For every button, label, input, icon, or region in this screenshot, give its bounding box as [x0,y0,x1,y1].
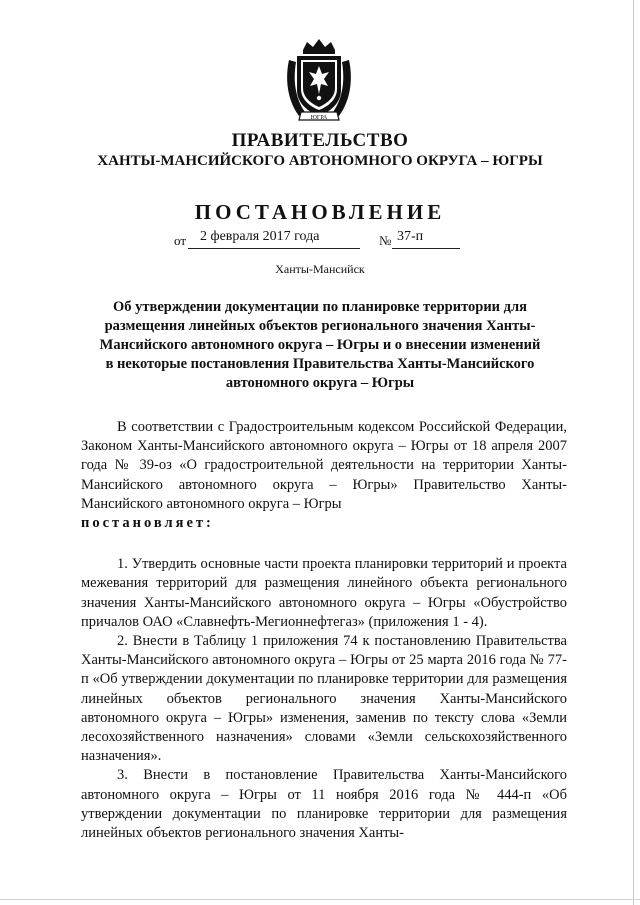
number-label: № [379,233,392,248]
item-paragraph-2: 2. Внести в Таблицу 1 приложения 74 к постановлению Правительства Ханты-Мансийского автономного округа – Югры от 25 марта 2016 года № 77-п «Об утверждении документации по планировке территории для размещения линейных объектов регионального значения Ханты-Мансийского автономного округа – Югры» изменения, заменив по тексту слова «Земли лесохозяйственного назначения» словами «Земли сельскохозяйственного назначения». [81,633,567,765]
document-type: ПОСТАНОВЛЕНИЕ [194,200,446,224]
resolves-word: постановляет: [81,515,214,532]
government-title: ПРАВИТЕЛЬСТВО [231,130,409,151]
page-edge-bottom [0,899,640,900]
document-date: 2 февраля 2017 года [200,229,320,244]
item-paragraph-3: 3. Внести в постановление Правительства Ханты-Мансийского автономного округа – Югры от 11 ноября 2016 года № 444-п «Об утверждении документации по планировке территории для размещения линейных объектов регионального значения Ханты- [81,767,567,842]
preamble-text: В соответствии с Градостроительным кодексом Российской Федерации, Законом Ханты-Мансийского автономного округа – Югры от 18 апреля 2007 года № 39-оз «О градостроительной деятельности на территории Ханты-Мансийского автономного округа – Югры» Правительство Ханты-Мансийского автономного округа – Югры [81,419,567,512]
item-paragraph-1: 1. Утвердить основные части проекта планировки территорий и проекта межевания территорий для размещения линейного объекта регионального значения Ханты-Мансийского автономного округа – Югры «Обустройство причалов ОАО «Славнефть-Мегионнефтегаз» (приложения 1 - 4). [81,556,567,630]
document-number: 37-п [397,229,424,244]
preamble-paragraph [81,418,567,533]
date-underline [188,248,360,249]
document-heading: Об утверждении документации по планировке территории для размещения линейных объектов регионального значения Ханты-Мансийского автономного округа – Югры и о внесении изменений в некоторые постановления Правительства Ханты-Мансийского автономного округа – Югры [99,299,541,391]
city-name: Ханты-Мансийск [275,262,365,276]
date-number-row [0,229,640,253]
coat-of-arms-emblem [283,38,355,124]
region-title: ХАНТЫ-МАНСИЙСКОГО АВТОНОМНОГО ОКРУГА – ЮГРЫ [97,153,543,169]
document-body [81,418,567,843]
date-label: от [174,233,187,248]
emblem-caption-text: ЮГРА [310,115,328,121]
number-underline [392,248,460,249]
